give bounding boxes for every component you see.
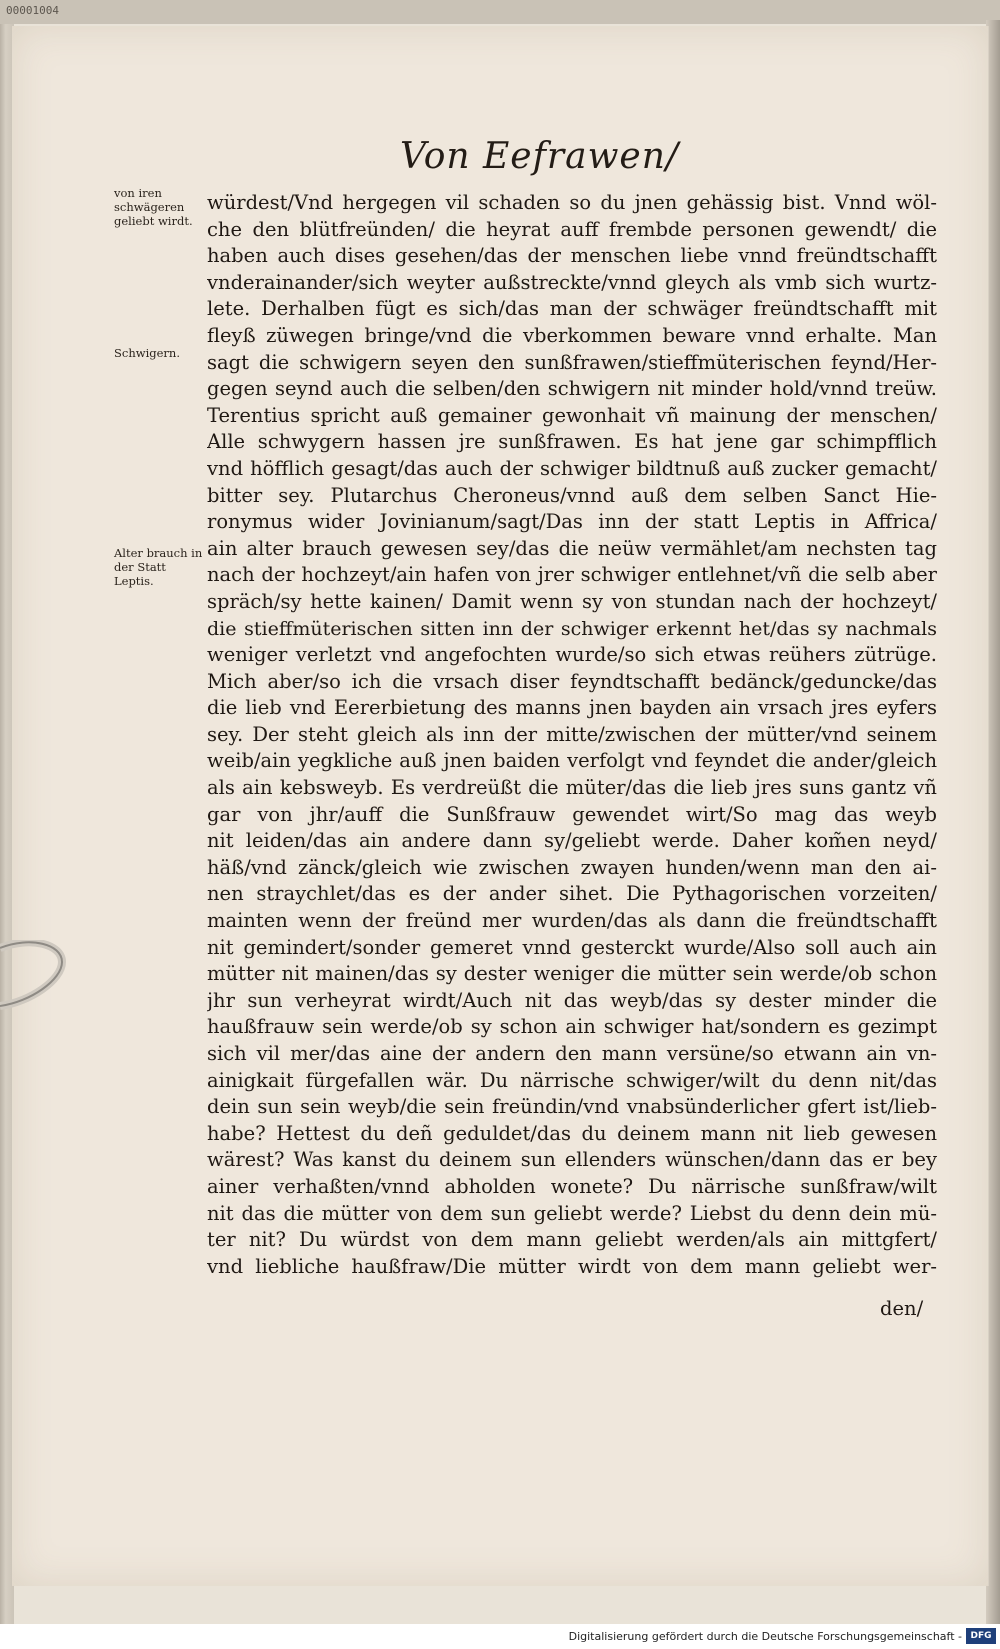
text-line: nit das die mütter von dem sun geliebt werde? Liebst du denn dein mü- (207, 1201, 937, 1225)
text-line: vnd liebliche haußfraw/Die mütter wirdt von dem mann geliebt wer- (207, 1254, 937, 1278)
text-line: die lieb vnd Eererbietung des manns jnen bayden ain vrsach jres eyfers (207, 696, 937, 720)
body-text (207, 190, 937, 1280)
text-line: nit gemindert/sonder gemeret vnnd gesterckt wurde/Also soll auch ain (207, 935, 937, 959)
text-line: ainigkait fürgefallen wär. Du närrische schwiger/wilt du denn nit/das (207, 1068, 937, 1092)
text-line: gar von jhr/auff die Sunßfrauw gewendet wirt/So mag das weyb (207, 802, 937, 826)
text-line: ainer verhaßten/vnnd abholden wonete? Du närrische sunßfraw/wilt (207, 1174, 937, 1198)
dfg-logo: DFG (966, 1628, 996, 1644)
text-line: würdest/Vnd hergegen vil schaden so du jnen gehässig bist. Vnnd wöl- (207, 191, 937, 214)
text-line: weniger verletzt vnd angefochten wurde/so sich etwas reühers zütrüge. (207, 643, 937, 667)
footer-bar (0, 1624, 1000, 1649)
text-line: bitter sey. Plutarchus Cheroneus/vnnd auß dem selben Sanct Hie- (207, 483, 937, 507)
text-line: vnderainander/sich weyter außstreckte/vnnd gleych als vmb sich wurtz- (207, 270, 937, 294)
text-line: gegen seynd auch die selben/den schwigern nit minder hold/vnnd treüw. (207, 377, 937, 401)
text-line: jhr sun verheyrat wirdt/Auch nit das weyb/das sy dester minder die (207, 988, 937, 1012)
footer-credit: Digitalisierung gefördert durch die Deutsche Forschungsgemeinschaft - (568, 1630, 962, 1643)
margin-note-1: von iren schwägeren geliebt wirdt. (114, 186, 193, 228)
text-line: habe? Hettest du deñ geduldet/das du deinem mann nit lieb gewesen (207, 1121, 937, 1145)
text-line: sey. Der steht gleich als inn der mitte/zwischen der mütter/vnd seinem (207, 722, 937, 746)
text-line: dein sun sein weyb/die sein freündin/vnd vnabsünderlicher gfert ist/lieb- (207, 1095, 937, 1119)
text-line: che den blütfreünden/ die heyrat auff frembde personen gewendt/ die (207, 217, 937, 241)
text-line: mainten wenn der freünd mer wurden/das als dann die freündtschafft (207, 909, 937, 933)
page-heading: Von Eefrawen/ (400, 136, 680, 177)
text-line: haußfrauw sein werde/ob sy schon ain schwiger hat/sondern es gezimpt (207, 1015, 937, 1039)
catalog-id: 00001004 (6, 4, 59, 17)
text-line: weib/ain yegkliche auß jnen baiden verfolgt vnd feyndet die ander/gleich (207, 749, 937, 773)
text-line: sich vil mer/das aine der andern den mann versüne/so etwann ain vn- (207, 1042, 937, 1065)
text-line: ain alter brauch gewesen sey/das die neüw vermählet/am nechsten tag (207, 536, 937, 560)
margin-note-3: Alter brauch in der Statt Leptis. (114, 546, 203, 588)
text-line: nen straychlet/das es der ander sihet. Die Pythagorischen vorzeiten/ (207, 882, 937, 906)
text-line: lete. Derhalben fügt es sich/das man der schwäger freündtschafft mit (207, 297, 937, 321)
text-line: vnd höfflich gesagt/das auch der schwiger bildtnuß auß zucker gemacht/ (207, 456, 937, 480)
text-line: fleyß züwegen bringe/vnd die vberkommen beware vnnd erhalte. Man (207, 323, 937, 347)
text-line: sagt die schwigern seyen den sunßfrawen/stieffmüterischen feynd/Her- (207, 350, 937, 374)
margin-note-2: Schwigern. (114, 346, 180, 360)
text-line: nach der hochzeyt/ain hafen von jrer schwiger entlehnet/vñ die selb aber (207, 563, 937, 587)
text-line: wärest? Was kanst du deinem sun ellenders wünschen/dann das er bey (207, 1148, 937, 1172)
text-line: häß/vnd zänck/gleich wie zwischen zwayen hunden/wenn man den ai- (207, 855, 937, 879)
text-line: nit leiden/das ain andere dann sy/geliebt werde. Daher kom̃en neyd/ (207, 829, 937, 853)
text-line: Mich aber/so ich die vrsach diser feyndtschafft bedänck/geduncke/das (207, 669, 937, 693)
text-line: die stieffmüterischen sitten inn der schwiger erkennt het/das sy nachmals (207, 617, 937, 640)
text-line: mütter nit mainen/das sy dester weniger die mütter sein werde/ob schon (207, 962, 937, 986)
text-line: Terentius spricht auß gemainer gewonhait vñ mainung der menschen/ (207, 403, 937, 427)
scan-top-edge (0, 0, 1000, 24)
text-line: ter nit? Du würdst von dem mann geliebt werden/als ain mittgfert/ (207, 1228, 937, 1252)
text-line: ronymus wider Jovinianum/sagt/Das inn der statt Leptis in Affrica/ (207, 510, 937, 534)
text-line: als ain kebsweyb. Es verdreüßt die müter/das die lieb jres suns gantz vñ (207, 776, 937, 800)
text-line: Alle schwygern hassen jre sunßfrawen. Es hat jene gar schimpfflich (207, 430, 937, 454)
paper-clip-icon (0, 940, 70, 1012)
catchword: den/ (880, 1297, 924, 1320)
text-line: haben auch dises gesehen/das der menschen liebe vnnd freündtschafft (207, 244, 937, 268)
text-line: spräch/sy hette kainen/ Damit wenn sy von stundan nach der hochzeyt/ (207, 589, 937, 613)
